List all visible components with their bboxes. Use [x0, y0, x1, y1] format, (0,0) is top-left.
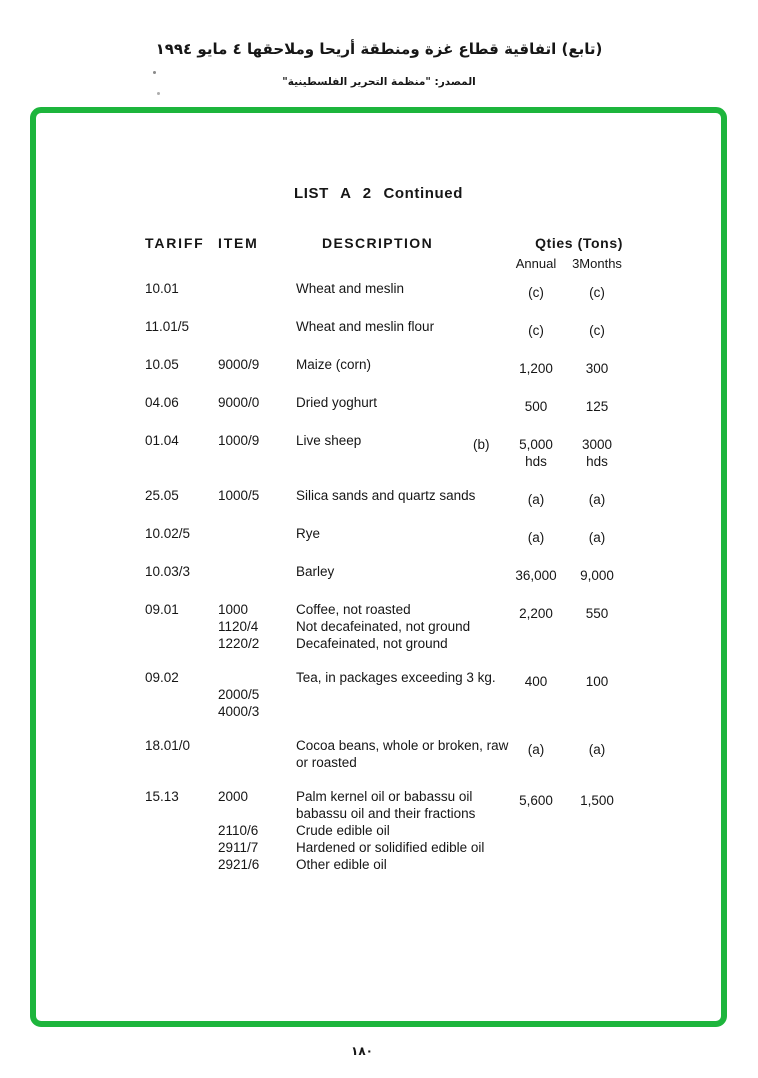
- item-description-lines: [218, 525, 470, 542]
- annual-quantity: [505, 280, 567, 301]
- tariff-number: 10.03/3: [145, 564, 191, 579]
- annual-quantity-value: 5,600: [519, 793, 553, 808]
- annual-quantity-unit: hds: [525, 454, 547, 469]
- item-line: [218, 703, 470, 720]
- item-line: [218, 563, 470, 580]
- three-months-quantity: [569, 563, 625, 584]
- item-number: 9000/0: [218, 395, 260, 410]
- item-description: Crude edible oil: [296, 823, 390, 838]
- item-number: 4000/3: [218, 704, 260, 719]
- item-description: Tea, in packages exceeding 3 kg.: [296, 670, 496, 685]
- item-line: [218, 856, 470, 873]
- note-marker: [470, 788, 505, 792]
- green-border-frame: [30, 107, 727, 1027]
- item-line: [218, 737, 509, 754]
- three-months-quantity: [569, 432, 625, 470]
- annual-quantity-value: 400: [524, 674, 548, 689]
- three-months-quantity-value: 3000: [581, 437, 613, 452]
- item-description-lines: [218, 356, 470, 373]
- item-description: [296, 703, 470, 720]
- three-months-quantity: [569, 280, 625, 301]
- annual-quantity: [505, 356, 567, 377]
- table-row: [145, 737, 627, 771]
- item-line: [218, 788, 473, 805]
- annual-quantity-value: (a): [527, 492, 545, 507]
- annual-quantity: [505, 487, 567, 508]
- annual-quantity-value: (a): [527, 742, 545, 757]
- arabic-header-source: المصدر: "منظمة التحرير الفلسطينية": [282, 76, 476, 88]
- item-description-lines: [218, 318, 470, 335]
- item-number: 2000: [218, 789, 249, 804]
- item-number: [218, 318, 296, 335]
- item-description: Maize (corn): [296, 357, 372, 372]
- item-line: [218, 394, 470, 411]
- item-description: Palm kernel oil or babassu oil: [296, 789, 473, 804]
- annual-quantity: [505, 394, 567, 415]
- tariff-number: 10.05: [145, 357, 179, 372]
- item-number: 2000/5: [218, 687, 260, 702]
- item-description: Decafeinated, not ground: [296, 636, 448, 651]
- item-description: Live sheep: [296, 433, 362, 448]
- tariff-number: 01.04: [145, 433, 179, 448]
- arabic-header-title: (تابع) اتفاقية قطاع غزة ومنطقة أريحا وملاحقها ٤ مايو ١٩٩٤: [155, 40, 603, 58]
- item-number: [218, 669, 296, 686]
- three-months-quantity: [569, 394, 625, 415]
- table-subheader-row: [145, 256, 627, 273]
- item-description: babassu oil and their fractions: [296, 806, 476, 821]
- table-row: [145, 601, 627, 652]
- three-months-quantity-value: 1,500: [580, 793, 614, 808]
- note-marker: [470, 394, 505, 398]
- item-number: 9000/9: [218, 357, 260, 372]
- item-line: [218, 280, 470, 297]
- table-row: [145, 487, 627, 508]
- item-description-lines: [218, 737, 509, 771]
- three-months-quantity-value: (c): [589, 323, 605, 338]
- item-description-lines: [218, 788, 485, 873]
- item-line: [218, 805, 476, 822]
- tariff-number: 15.13: [145, 789, 179, 804]
- item-line: [218, 432, 470, 449]
- item-description-lines: [218, 487, 476, 504]
- annual-quantity: [505, 669, 567, 690]
- annual-quantity: [505, 318, 567, 339]
- note-marker: [470, 356, 505, 360]
- three-months-quantity: [569, 601, 625, 622]
- item-number: 2921/6: [218, 857, 260, 872]
- item-line: [218, 618, 470, 635]
- note-marker: [470, 669, 505, 673]
- table-row: [145, 356, 627, 377]
- scan-speck: [153, 71, 156, 74]
- three-months-quantity-value: (a): [588, 742, 606, 757]
- item-number: 1000/5: [218, 488, 260, 503]
- item-description-lines: [218, 563, 470, 580]
- item-line: [218, 839, 485, 856]
- table-row: [145, 788, 627, 873]
- annual-quantity-value: (a): [527, 530, 545, 545]
- annual-quantity-value: 500: [524, 399, 548, 414]
- annual-quantity-value: 36,000: [515, 568, 557, 583]
- tariff-number: 04.06: [145, 395, 179, 410]
- annual-quantity: [505, 432, 567, 470]
- three-months-quantity: [569, 669, 625, 690]
- column-header-three-months: 3Months: [572, 256, 622, 271]
- item-line: [218, 754, 470, 771]
- item-line: [218, 686, 470, 703]
- item-description: or roasted: [296, 755, 357, 770]
- three-months-quantity-value: 9,000: [580, 568, 614, 583]
- table-row: [145, 280, 627, 301]
- item-line: [218, 669, 496, 686]
- item-number: [218, 737, 296, 754]
- note-marker: [470, 318, 505, 322]
- tariff-number: 10.02/5: [145, 526, 191, 541]
- table-row: [145, 394, 627, 415]
- item-description: Coffee, not roasted: [296, 602, 411, 617]
- item-number: 1120/4: [218, 619, 259, 634]
- tariff-number: 10.01: [145, 281, 179, 296]
- item-description: Wheat and meslin flour: [296, 319, 435, 334]
- annual-quantity-value: 5,000: [519, 437, 553, 452]
- column-header-item: ITEM: [218, 235, 259, 251]
- annual-quantity: [505, 737, 567, 758]
- annual-quantity-value: (c): [528, 323, 544, 338]
- tariff-table: [145, 235, 627, 873]
- item-number: 2110/6: [218, 823, 259, 838]
- item-description-lines: [218, 601, 470, 652]
- table-row: [145, 318, 627, 339]
- column-header-tariff: TARIFF: [145, 235, 205, 251]
- three-months-quantity: [569, 487, 625, 508]
- annual-quantity: [505, 563, 567, 584]
- item-description-lines: [218, 432, 470, 449]
- item-line: [218, 356, 470, 373]
- note-marker: [470, 280, 505, 284]
- item-number: 1220/2: [218, 636, 260, 651]
- item-description: Not decafeinated, not ground: [296, 619, 471, 634]
- three-months-quantity-value: 100: [585, 674, 609, 689]
- item-number: [218, 805, 296, 822]
- item-description: Cocoa beans, whole or broken, raw: [296, 738, 509, 753]
- annual-quantity-value: (c): [528, 285, 544, 300]
- annual-quantity-value: 1,200: [519, 361, 553, 376]
- item-description-lines: [218, 394, 470, 411]
- item-number: [218, 280, 296, 297]
- three-months-quantity-value: (a): [588, 530, 606, 545]
- three-months-quantity: [569, 737, 625, 758]
- item-line: [218, 318, 470, 335]
- item-line: [218, 822, 470, 839]
- item-number: [218, 754, 296, 771]
- note-marker: [470, 601, 505, 605]
- note-marker: [470, 525, 505, 529]
- item-description: Wheat and meslin: [296, 281, 405, 296]
- tariff-number: 11.01/5: [145, 319, 190, 334]
- column-header-qties: Qties (Tons): [535, 235, 623, 251]
- item-description: [296, 686, 470, 703]
- item-description: Rye: [296, 526, 321, 541]
- page-number: ١٨٠: [351, 1044, 373, 1058]
- table-rows: [145, 280, 627, 873]
- item-number: [218, 563, 296, 580]
- item-line: [218, 487, 476, 504]
- three-months-quantity-value: (c): [589, 285, 605, 300]
- item-description: Dried yoghurt: [296, 395, 378, 410]
- tariff-number: 25.05: [145, 488, 179, 503]
- scan-speck: [157, 92, 160, 95]
- tariff-number: 09.01: [145, 602, 179, 617]
- item-number: 1000: [218, 602, 249, 617]
- note-marker: [470, 737, 505, 741]
- item-number: 2911/7: [218, 840, 259, 855]
- note-marker: [470, 487, 505, 491]
- table-header-row: [145, 235, 627, 255]
- three-months-quantity-value: (a): [588, 492, 606, 507]
- annual-quantity: [505, 788, 567, 809]
- item-description: Other edible oil: [296, 857, 387, 872]
- three-months-quantity: [569, 788, 625, 809]
- table-row: [145, 432, 627, 470]
- item-description-lines: [218, 669, 496, 720]
- tariff-number: 18.01/0: [145, 738, 191, 753]
- item-line: [218, 635, 470, 652]
- three-months-quantity-value: 300: [585, 361, 609, 376]
- list-title: LIST A 2 Continued: [293, 185, 463, 202]
- note-marker: [470, 563, 505, 567]
- item-line: [218, 525, 470, 542]
- annual-quantity: [505, 601, 567, 622]
- item-line: [218, 601, 470, 618]
- annual-quantity: [505, 525, 567, 546]
- three-months-quantity: [569, 318, 625, 339]
- table-row: [145, 525, 627, 546]
- item-number: 1000/9: [218, 433, 260, 448]
- three-months-quantity: [569, 525, 625, 546]
- column-header-description: DESCRIPTION: [322, 235, 434, 251]
- annual-quantity-value: 2,200: [519, 606, 553, 621]
- three-months-quantity-unit: hds: [586, 454, 608, 469]
- tariff-number: 09.02: [145, 670, 179, 685]
- three-months-quantity: [569, 356, 625, 377]
- item-description: Hardened or solidified edible oil: [296, 840, 485, 855]
- three-months-quantity-value: 125: [585, 399, 609, 414]
- table-row: [145, 563, 627, 584]
- item-number: [218, 525, 296, 542]
- three-months-quantity-value: 550: [585, 606, 609, 621]
- item-description-lines: [218, 280, 470, 297]
- item-description: Barley: [296, 564, 335, 579]
- column-header-annual: Annual: [515, 256, 557, 271]
- table-row: [145, 669, 627, 720]
- item-description: Silica sands and quartz sands: [296, 488, 476, 503]
- note-marker: (b): [473, 437, 490, 452]
